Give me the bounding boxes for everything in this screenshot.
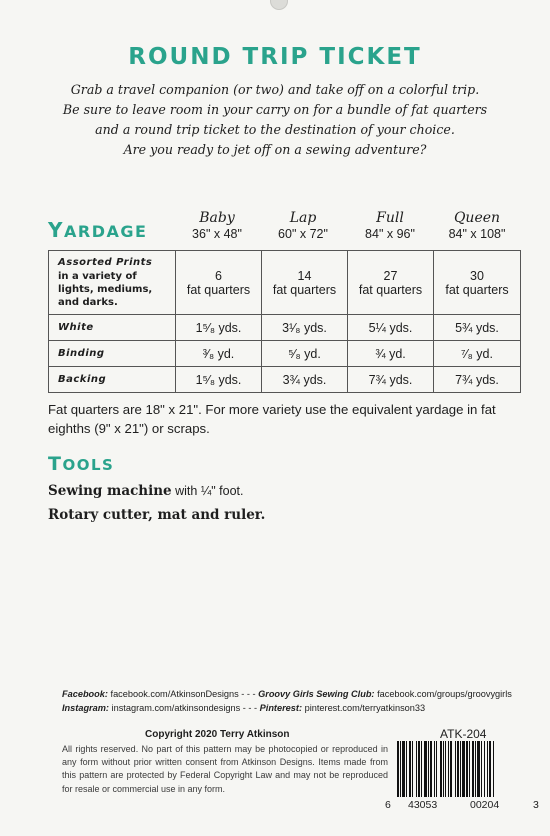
table-cell: 5¾ yds. bbox=[434, 315, 521, 341]
table-row bbox=[49, 367, 521, 393]
sku-code: ATK-204 bbox=[440, 727, 487, 741]
table-cell: 1⁵⁄₈ yds. bbox=[176, 367, 262, 393]
barcode-check-digit: 3 bbox=[533, 799, 539, 811]
size-dimensions: 84" x 96" bbox=[365, 227, 415, 241]
table-cell: 7¾ yds. bbox=[434, 367, 521, 393]
hang-hole bbox=[270, 0, 288, 10]
social-line-facebook: Facebook: facebook.com/AtkinsonDesigns - - - Groovy Girls Sewing Club: facebook.com/groups/groovygirls bbox=[62, 689, 512, 699]
pattern-title: ROUND TRIP TICKET bbox=[128, 44, 422, 70]
yardage-heading: YARDAGE bbox=[48, 218, 148, 242]
tool-item-rotary-cutter: Rotary cutter, mat and ruler. bbox=[48, 507, 266, 523]
table-cell: 27 fat quarters bbox=[348, 251, 434, 315]
table-cell: 30 fat quarters bbox=[434, 251, 521, 315]
barcode-left-digits: 43053 bbox=[408, 799, 438, 811]
size-header-lap bbox=[258, 210, 348, 241]
size-header-full bbox=[345, 210, 435, 241]
intro-line: Grab a travel companion (or two) and take off on a colorful trip. bbox=[70, 82, 480, 97]
tool-item-sewing-machine: Sewing machine with ¼" foot. bbox=[48, 483, 244, 499]
table-cell: ³⁄₈ yd. bbox=[176, 341, 262, 367]
tools-heading: TOOLS bbox=[48, 453, 115, 475]
table-cell: 3¾ yds. bbox=[262, 367, 348, 393]
row-label-assorted-prints: Assorted Prints in a variety of lights, mediums, and darks. bbox=[49, 251, 176, 315]
size-header-baby bbox=[172, 210, 262, 241]
rights-notice: All rights reserved. No part of this pattern may be photocopied or reproduced in any form without prior written consent from Atkinson Designs. Items made from this pattern are protected by Federal Copyright Law and may not be reproduced for resale or commercial use in any form. bbox=[62, 744, 388, 794]
table-cell: 14 fat quarters bbox=[262, 251, 348, 315]
table-cell: 6 fat quarters bbox=[176, 251, 262, 315]
table-cell: 3¹⁄₈ yds. bbox=[262, 315, 348, 341]
yardage-table bbox=[48, 250, 521, 393]
social-line-instagram: Instagram: instagram.com/atkinsondesigns - - - Pinterest: pinterest.com/terryatkinson33 bbox=[62, 703, 426, 713]
size-name: Baby bbox=[199, 210, 235, 226]
size-dimensions: 84" x 108" bbox=[448, 227, 506, 241]
size-header-queen bbox=[432, 210, 522, 241]
intro-line: Are you ready to jet off on a sewing adventure? bbox=[123, 142, 427, 157]
barcode-lead-digit: 6 bbox=[385, 799, 391, 811]
intro-line: and a round trip ticket to the destination of your choice. bbox=[95, 122, 455, 137]
barcode-image bbox=[396, 741, 528, 797]
table-row bbox=[49, 341, 521, 367]
table-cell: 1⁵⁄₈ yds. bbox=[176, 315, 262, 341]
table-row bbox=[49, 251, 521, 315]
row-label-binding: Binding bbox=[49, 341, 176, 367]
fat-quarter-note: Fat quarters are 18" x 21". For more variety use the equivalent yardage in fat eighths (9" x 21") or scraps. bbox=[48, 402, 496, 436]
row-label-white: White bbox=[49, 315, 176, 341]
table-row bbox=[49, 315, 521, 341]
table-cell: ⁵⁄₈ yd. bbox=[262, 341, 348, 367]
size-dimensions: 36" x 48" bbox=[192, 227, 242, 241]
row-label-backing: Backing bbox=[49, 367, 176, 393]
size-dimensions: 60" x 72" bbox=[278, 227, 328, 241]
table-cell: ⁷⁄₈ yd. bbox=[434, 341, 521, 367]
intro-paragraph bbox=[40, 80, 510, 160]
facebook-link[interactable]: facebook.com/AtkinsonDesigns bbox=[110, 689, 239, 699]
size-name: Full bbox=[376, 210, 404, 226]
size-name: Queen bbox=[453, 210, 501, 226]
table-cell: ¾ yd. bbox=[348, 341, 434, 367]
copyright-line: Copyright 2020 Terry Atkinson bbox=[145, 729, 290, 740]
barcode-right-digits: 00204 bbox=[470, 799, 500, 811]
table-cell: 7¾ yds. bbox=[348, 367, 434, 393]
intro-line: Be sure to leave room in your carry on for a bundle of fat quarters bbox=[62, 102, 488, 117]
size-name: Lap bbox=[289, 210, 317, 226]
instagram-link[interactable]: instagram.com/atkinsondesigns bbox=[111, 703, 241, 713]
table-cell: 5¼ yds. bbox=[348, 315, 434, 341]
pinterest-link[interactable]: pinterest.com/terryatkinson33 bbox=[304, 703, 426, 713]
club-link[interactable]: facebook.com/groups/groovygirls bbox=[377, 689, 512, 699]
